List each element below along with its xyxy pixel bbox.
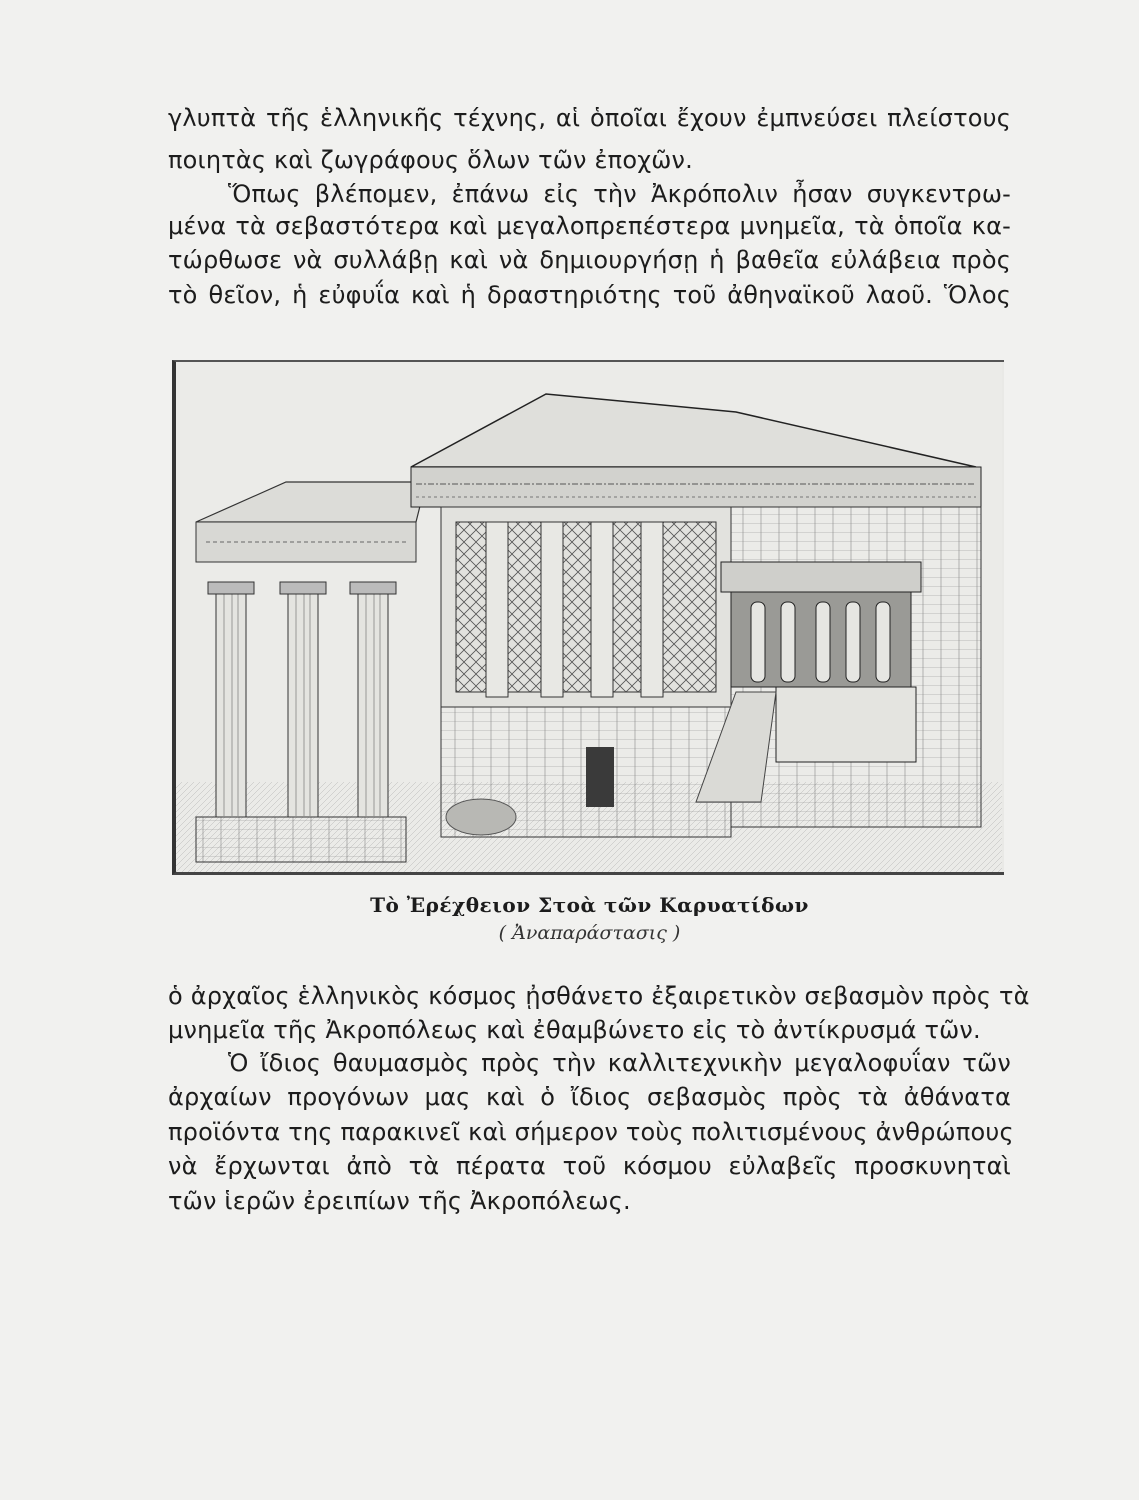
text-line: ἀρχαίων προγόνων μας καὶ ὁ ἴδιος σεβασμὸς πρὸς τὰ ἀθάνατα [168, 1083, 1011, 1111]
text-line: μνημεῖα τῆς Ἀκροπόλεως καὶ ἐθαμβώνετο εἰς τὸ ἀντίκρυσμά τῶν. [168, 1016, 981, 1044]
figure-subcaption: ( Ἀναπαράστασις ) [498, 922, 681, 944]
text-line: ποιητὰς καὶ ζωγράφους ὅλων τῶν ἐποχῶν. [168, 146, 693, 174]
figure-caption: Τὸ Ἐρέχθειον Στοὰ τῶν Καρυατίδων [370, 893, 809, 917]
text-line: ὁ ἀρχαῖος ἑλληνικὸς κόσμος ᾐσθάνετο ἐξαιρετικὸν σεβασμὸν πρὸς τὰ [168, 982, 1030, 1010]
text-line: τὸ θεῖον, ἡ εὐφυΐα καὶ ἡ δραστηριότης τοῦ ἀθηναϊκοῦ λαοῦ. Ὅλος [168, 281, 1011, 309]
text-line: Ὁ ἴδιος θαυμασμὸς πρὸς τὴν καλλιτεχνικὴν μεγαλοφυΐαν τῶν [228, 1049, 1011, 1077]
text-line: μένα τὰ σεβαστότερα καὶ μεγαλοπρεπέστερα μνημεῖα, τὰ ὁποῖα κα- [168, 212, 1011, 240]
text-line: προϊόντα της παρακινεῖ καὶ σήμερον τοὺς πολιτισμένους ἀνθρώπους [168, 1118, 1014, 1146]
text-line: τώρθωσε νὰ συλλάβῃ καὶ νὰ δημιουργήσῃ ἡ βαθεῖα εὐλάβεια πρὸς [168, 246, 1011, 274]
text-line: γλυπτὰ τῆς ἑλληνικῆς τέχνης, αἱ ὁποῖαι ἔχουν ἐμπνεύσει πλείστους [168, 104, 1011, 132]
text-line: νὰ ἔρχωνται ἀπὸ τὰ πέρατα τοῦ κόσμου εὐλαβεῖς προσκυνηταὶ [168, 1152, 1011, 1180]
temple-engraving [176, 362, 1002, 872]
text-line: τῶν ἱερῶν ἐρειπίων τῆς Ἀκροπόλεως. [168, 1187, 631, 1215]
erechtheion-illustration [172, 360, 1004, 875]
text-line: Ὅπως βλέπομεν, ἐπάνω εἰς τὴν Ἀκρόπολιν ἦσαν συγκεντρω- [228, 180, 1011, 208]
